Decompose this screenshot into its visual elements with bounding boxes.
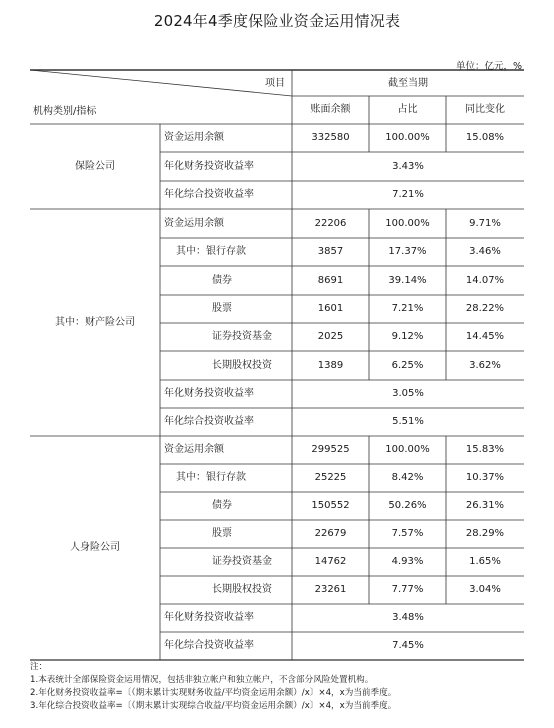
cell-yoy: 15.08% <box>465 132 505 143</box>
note-3: 3.年化综合投资收益率=〔（期末累计实现综合收益/平均资金运用余额）/x〕×4，x为当前季度。 <box>30 701 397 711</box>
row-label: 长期股权投资 <box>212 584 272 595</box>
cell-balance: 22206 <box>314 218 347 229</box>
header-yoy: 同比变化 <box>465 104 505 115</box>
cell-balance: 22679 <box>314 528 347 539</box>
cell-balance: 332580 <box>311 132 350 143</box>
cell-balance: 150552 <box>311 500 350 511</box>
row-label: 资金运用余额 <box>164 444 224 455</box>
cell-yoy: 14.07% <box>465 275 505 286</box>
header-period: 截至当期 <box>388 78 428 89</box>
header-balance: 账面余额 <box>310 104 351 115</box>
cell-balance: 14762 <box>314 556 347 567</box>
group-life-insurance: 人身险公司 <box>70 542 120 553</box>
cell-yoy: 3.62% <box>469 360 501 371</box>
header-category: 机构类别/指标 <box>33 106 97 117</box>
header-item: 项目 <box>265 78 285 89</box>
page-title: 2024年4季度保险业资金运用情况表 <box>153 12 401 30</box>
cell-balance: 2025 <box>317 331 344 342</box>
cell-yoy: 28.29% <box>465 528 505 539</box>
notes-heading: 注： <box>30 662 48 672</box>
row-label: 证券投资基金 <box>212 331 272 342</box>
group-insurance-company: 保险公司 <box>75 161 115 172</box>
notes <box>30 661 396 713</box>
row-label: 资金运用余额 <box>164 132 224 143</box>
row-label: 债券 <box>212 275 232 286</box>
row-label: 年化财务投资收益率 <box>164 388 254 399</box>
cell-share: 8.42% <box>391 472 424 483</box>
row-label: 证券投资基金 <box>212 556 272 567</box>
unit-label: 单位：亿元，% <box>455 61 522 72</box>
cell-share: 9.12% <box>391 331 424 342</box>
note-1: 1.本表统计全部保险资金运用情况，包括非独立帐户和独立帐户，不含部分风险处置机构。 <box>30 675 374 685</box>
cell-share: 50.26% <box>388 500 427 511</box>
cell-share: 17.37% <box>388 246 427 257</box>
row-label: 股票 <box>212 303 232 314</box>
cell-merged: 5.51% <box>392 416 424 427</box>
cell-yoy: 15.83% <box>465 444 505 455</box>
row-label: 年化综合投资收益率 <box>164 640 254 651</box>
cell-yoy: 1.65% <box>469 556 501 567</box>
cell-merged: 3.05% <box>392 388 424 399</box>
cell-share: 100.00% <box>385 444 430 455</box>
cell-yoy: 10.37% <box>465 472 505 483</box>
cell-balance: 25225 <box>314 472 347 483</box>
cell-share: 7.21% <box>391 303 424 314</box>
note-2: 2.年化财务投资收益率=〔（期末累计实现财务收益/平均资金运用余额）/x〕×4，x为当前季度。 <box>30 688 397 698</box>
cell-balance: 8691 <box>317 275 344 286</box>
cell-share: 7.77% <box>391 584 424 595</box>
cell-yoy: 28.22% <box>465 303 505 314</box>
group-property-insurance: 其中：财产险公司 <box>55 317 135 328</box>
cell-balance: 3857 <box>317 246 344 257</box>
cell-yoy: 3.46% <box>469 246 501 257</box>
cell-merged: 7.45% <box>392 640 424 651</box>
cell-share: 39.14% <box>388 275 427 286</box>
cell-share: 6.25% <box>391 360 424 371</box>
row-label: 其中：银行存款 <box>176 472 246 483</box>
cell-yoy: 26.31% <box>465 500 505 511</box>
cell-balance: 1389 <box>317 360 344 371</box>
cell-share: 4.93% <box>391 556 424 567</box>
cell-share: 100.00% <box>385 132 430 143</box>
row-label: 长期股权投资 <box>212 360 272 371</box>
row-label: 资金运用余额 <box>164 218 224 229</box>
cell-merged: 3.48% <box>392 612 424 623</box>
cell-yoy: 14.45% <box>465 331 505 342</box>
cell-yoy: 9.71% <box>469 218 501 229</box>
row-label: 年化综合投资收益率 <box>164 189 254 200</box>
row-label: 债券 <box>212 500 232 511</box>
cell-balance: 1601 <box>317 303 344 314</box>
cell-yoy: 3.04% <box>469 584 501 595</box>
cell-share: 7.57% <box>391 528 424 539</box>
row-label: 年化财务投资收益率 <box>164 161 254 172</box>
cell-share: 100.00% <box>385 218 430 229</box>
row-label: 其中：银行存款 <box>176 246 246 257</box>
row-label: 年化综合投资收益率 <box>164 416 254 427</box>
header-share: 占比 <box>397 104 418 115</box>
cell-merged: 3.43% <box>392 161 424 172</box>
row-label: 年化财务投资收益率 <box>164 612 254 623</box>
cell-merged: 7.21% <box>392 189 424 200</box>
row-label: 股票 <box>212 528 232 539</box>
cell-balance: 23261 <box>314 584 347 595</box>
cell-balance: 299525 <box>311 444 350 455</box>
